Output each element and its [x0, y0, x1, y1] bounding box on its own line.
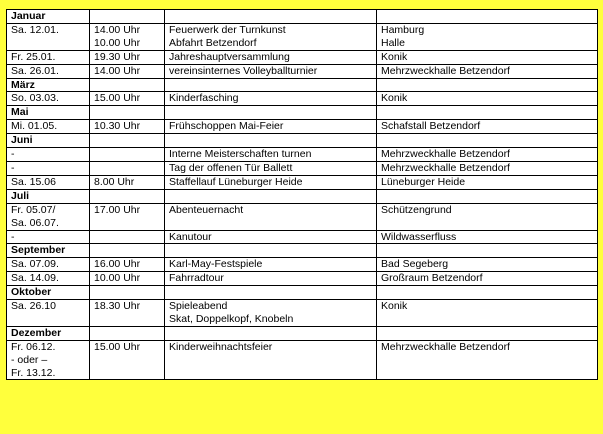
table-row: [7, 230, 598, 244]
event-schedule-table: [6, 9, 598, 380]
month-header-row: [7, 189, 598, 203]
cell-line: 19.30 Uhr: [94, 50, 141, 63]
empty-cell: [165, 244, 377, 258]
cell-line: Fr. 05.07/: [11, 203, 56, 216]
place-cell: [377, 230, 598, 244]
month-label: Dezember: [7, 326, 90, 340]
event-cell: [165, 340, 377, 380]
table-row: [7, 161, 598, 175]
cell-line: Bad Segeberg: [381, 258, 449, 271]
cell-line: 14.00 Uhr: [94, 64, 141, 77]
table-row: [7, 50, 598, 64]
cell-line: -: [11, 148, 15, 161]
empty-cell: [165, 106, 377, 120]
date-cell: [7, 64, 90, 78]
month-label: Januar: [7, 10, 90, 24]
empty-cell: [377, 189, 598, 203]
table-row: [7, 92, 598, 106]
place-cell: [377, 272, 598, 286]
empty-cell: [165, 134, 377, 148]
empty-cell: [90, 106, 165, 120]
time-cell: [90, 175, 165, 189]
date-cell: [7, 203, 90, 230]
cell-line: 17.00 Uhr: [94, 203, 141, 216]
time-cell: [90, 340, 165, 380]
cell-line: 18.30 Uhr: [94, 300, 141, 313]
cell-line: Staffellauf Lüneburger Heide: [169, 175, 303, 188]
event-cell: [165, 230, 377, 244]
cell-line: 10.00 Uhr: [94, 36, 141, 49]
empty-cell: [90, 326, 165, 340]
cell-line: 14.00 Uhr: [94, 23, 141, 36]
empty-cell: [165, 326, 377, 340]
time-cell: [90, 23, 165, 50]
event-cell: [165, 148, 377, 162]
place-cell: [377, 340, 598, 380]
month-label: Juli: [7, 189, 90, 203]
cell-line: Schafstall Betzendorf: [381, 120, 481, 133]
cell-line: Jahreshauptversammlung: [169, 50, 290, 63]
cell-line: Kinderfasching: [169, 92, 239, 105]
empty-cell: [165, 78, 377, 92]
time-cell: [90, 258, 165, 272]
month-header-row: [7, 10, 598, 24]
cell-line: Sa. 06.07.: [11, 216, 59, 229]
time-cell: [90, 64, 165, 78]
place-cell: [377, 120, 598, 134]
cell-line: -: [11, 230, 15, 243]
event-cell: [165, 161, 377, 175]
date-cell: [7, 120, 90, 134]
cell-line: Interne Meisterschaften turnen: [169, 148, 312, 161]
cell-line: Sa. 12.01.: [11, 23, 59, 36]
empty-cell: [90, 286, 165, 300]
month-header-row: [7, 244, 598, 258]
place-cell: [377, 203, 598, 230]
cell-line: Sa. 14.09.: [11, 272, 59, 285]
place-cell: [377, 50, 598, 64]
empty-cell: [90, 244, 165, 258]
cell-line: Mehrzweckhalle Betzendorf: [381, 340, 510, 353]
place-cell: [377, 148, 598, 162]
cell-line: Abfahrt Betzendorf: [169, 36, 257, 49]
cell-line: So. 03.03.: [11, 92, 59, 105]
empty-cell: [377, 78, 598, 92]
event-cell: [165, 64, 377, 78]
empty-cell: [90, 10, 165, 24]
table-row: [7, 148, 598, 162]
month-header-row: [7, 106, 598, 120]
cell-line: Spieleabend: [169, 300, 228, 313]
cell-line: Mehrzweckhalle Betzendorf: [381, 161, 510, 174]
place-cell: [377, 300, 598, 327]
event-cell: [165, 92, 377, 106]
cell-line: Konik: [381, 50, 408, 63]
place-cell: [377, 92, 598, 106]
cell-line: Feuerwerk der Turnkunst: [169, 23, 286, 36]
cell-line: 8.00 Uhr: [94, 175, 135, 188]
table-row: [7, 258, 598, 272]
time-cell: [90, 300, 165, 327]
cell-line: Schützengrund: [381, 203, 452, 216]
time-cell: [90, 120, 165, 134]
date-cell: [7, 92, 90, 106]
cell-line: -: [11, 161, 15, 174]
place-cell: [377, 64, 598, 78]
date-cell: [7, 148, 90, 162]
cell-line: Kinderweihnachtsfeier: [169, 340, 273, 353]
cell-line: Konik: [381, 92, 408, 105]
event-cell: [165, 300, 377, 327]
empty-cell: [377, 134, 598, 148]
table-row: [7, 23, 598, 50]
cell-line: Abenteuernacht: [169, 203, 244, 216]
month-label: Mai: [7, 106, 90, 120]
cell-line: Tag der offenen Tür Ballett: [169, 161, 293, 174]
empty-cell: [377, 10, 598, 24]
table-row: [7, 175, 598, 189]
date-cell: [7, 50, 90, 64]
schedule-sheet: [6, 9, 597, 380]
date-cell: [7, 258, 90, 272]
cell-line: Wildwasserfluss: [381, 230, 457, 243]
empty-cell: [90, 78, 165, 92]
time-cell: [90, 92, 165, 106]
cell-line: vereinsinternes Volleyballturnier: [169, 64, 318, 77]
date-cell: [7, 340, 90, 380]
time-cell: [90, 161, 165, 175]
cell-line: Halle: [381, 36, 405, 49]
cell-line: Kanutour: [169, 230, 212, 243]
table-row: [7, 340, 598, 380]
month-label: Juni: [7, 134, 90, 148]
empty-cell: [377, 244, 598, 258]
place-cell: [377, 258, 598, 272]
event-cell: [165, 272, 377, 286]
month-header-row: [7, 134, 598, 148]
date-cell: [7, 272, 90, 286]
month-header-row: [7, 286, 598, 300]
cell-line: Sa. 15.06: [11, 175, 56, 188]
cell-line: Skat, Doppelkopf, Knobeln: [169, 312, 294, 325]
table-row: [7, 203, 598, 230]
month-label: September: [7, 244, 90, 258]
event-cell: [165, 203, 377, 230]
time-cell: [90, 230, 165, 244]
cell-line: 16.00 Uhr: [94, 258, 141, 271]
cell-line: 10.00 Uhr: [94, 272, 141, 285]
table-row: [7, 272, 598, 286]
time-cell: [90, 272, 165, 286]
cell-line: 10.30 Uhr: [94, 120, 141, 133]
empty-cell: [377, 326, 598, 340]
date-cell: [7, 23, 90, 50]
cell-line: Konik: [381, 300, 408, 313]
event-cell: [165, 120, 377, 134]
empty-cell: [90, 134, 165, 148]
date-cell: [7, 300, 90, 327]
month-label: Oktober: [7, 286, 90, 300]
table-row: [7, 64, 598, 78]
event-cell: [165, 50, 377, 64]
month-header-row: [7, 326, 598, 340]
cell-line: Fahrradtour: [169, 272, 224, 285]
cell-line: Fr. 25.01.: [11, 50, 56, 63]
cell-line: Karl-May-Festspiele: [169, 258, 263, 271]
date-cell: [7, 230, 90, 244]
cell-line: Sa. 26.01.: [11, 64, 59, 77]
time-cell: [90, 50, 165, 64]
cell-line: Fr. 06.12.: [11, 340, 56, 353]
empty-cell: [165, 286, 377, 300]
cell-line: Großraum Betzendorf: [381, 272, 483, 285]
place-cell: [377, 23, 598, 50]
event-cell: [165, 175, 377, 189]
empty-cell: [90, 189, 165, 203]
cell-line: - oder –: [11, 353, 48, 366]
cell-line: Fr. 13.12.: [11, 366, 56, 379]
cell-line: Sa. 26.10: [11, 300, 56, 313]
cell-line: 15.00 Uhr: [94, 340, 141, 353]
cell-line: 15.00 Uhr: [94, 92, 141, 105]
date-cell: [7, 161, 90, 175]
time-cell: [90, 203, 165, 230]
cell-line: Mi. 01.05.: [11, 120, 58, 133]
empty-cell: [377, 106, 598, 120]
time-cell: [90, 148, 165, 162]
table-row: [7, 300, 598, 327]
month-label: März: [7, 78, 90, 92]
cell-line: Frühschoppen Mai-Feier: [169, 120, 284, 133]
empty-cell: [165, 189, 377, 203]
cell-line: Mehrzweckhalle Betzendorf: [381, 64, 510, 77]
cell-line: Hamburg: [381, 23, 425, 36]
cell-line: Mehrzweckhalle Betzendorf: [381, 148, 510, 161]
place-cell: [377, 161, 598, 175]
place-cell: [377, 175, 598, 189]
empty-cell: [377, 286, 598, 300]
event-cell: [165, 258, 377, 272]
cell-line: Lüneburger Heide: [381, 175, 466, 188]
schedule-body: [7, 10, 598, 380]
table-row: [7, 120, 598, 134]
date-cell: [7, 175, 90, 189]
event-cell: [165, 23, 377, 50]
cell-line: Sa. 07.09.: [11, 258, 59, 271]
empty-cell: [165, 10, 377, 24]
month-header-row: [7, 78, 598, 92]
